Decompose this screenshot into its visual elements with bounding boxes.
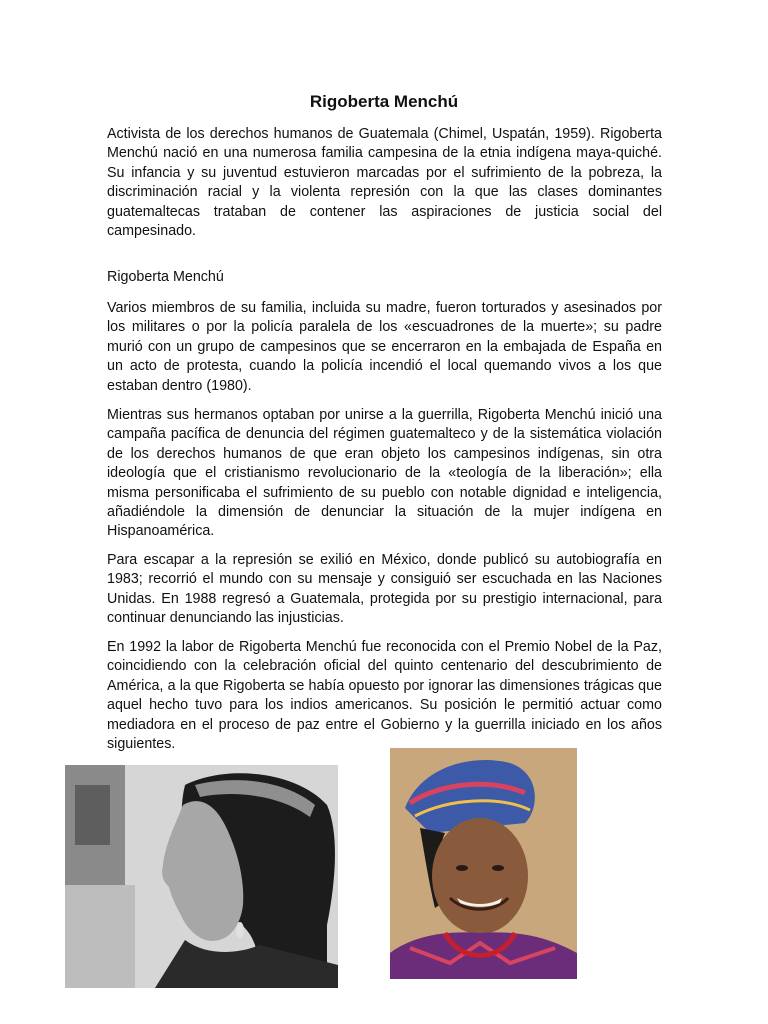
portrait-photo-color (390, 748, 577, 979)
exile-paragraph: Para escapar a la represión se exilió en México, donde publicó su autobiografía en 1983; recorrió el mundo con su mensaje y consiguió ser escuchada en las Naciones Unidas. En 1988 regresó a Guatemala, protegida por su prestigio internacional, para continuar denunciando las injusticias. (107, 552, 662, 627)
profile-photo-bw-illustration (65, 765, 338, 988)
profile-photo-bw (65, 765, 338, 988)
intro-paragraph: Activista de los derechos humanos de Guatemala (Chimel, Uspatán, 1959). Rigoberta Menchú nació en una numerosa familia campesina de la etnia indígena maya-quiché. Su infancia y su juventud estuvieron marcadas por el sufrimiento de la pobreza, la discriminación racial y la violenta represión con la que las clases dominantes guatemaltecas trataban de contener las aspiraciones de justicia social del campesinado. (107, 126, 662, 240)
page-title: Rigoberta Menchú (309, 92, 459, 111)
family-paragraph: Varios miembros de su familia, incluida su madre, fueron torturados y asesinados por los militares o por la policía paralela de los «escuadrones de la muerte»; su padre murió con un grupo de campesinos que se encerraron en la embajada de España en un acto de protesta, cuando la policía incendió el local quemando vivos a los que estaban dentro (1980). (107, 300, 662, 394)
image-caption-subtitle: Rigoberta Menchú (107, 269, 224, 285)
nobel-paragraph: En 1992 la labor de Rigoberta Menchú fue reconocida con el Premio Nobel de la Paz, coincidiendo con la celebración oficial del quinto centenario del descubrimiento de América, a la que Rigoberta se había opuesto por ignorar las dimensiones trágicas que aquel hecho tuvo para los indios americanos. Su posición le permitió actuar como mediadora en el proceso de paz entre el Gobierno y la guerrilla iniciado en los años siguientes. (107, 639, 662, 753)
portrait-photo-color-illustration (390, 748, 577, 979)
campaign-paragraph: Mientras sus hermanos optaban por unirse a la guerrilla, Rigoberta Menchú inició una campaña pacífica de denuncia del régimen guatemalteco y de la sistemática violación de los derechos humanos de que eran objeto los campesinos indígenas, sin otra ideología que el cristianismo revolucionario de la «teología de la liberación»; ella misma personificaba el sufrimiento de su pueblo con notable dignidad e inteligencia, añadiéndole la dimensión de denunciar la situación de la mujer indígena en Hispanoamérica. (107, 407, 662, 540)
